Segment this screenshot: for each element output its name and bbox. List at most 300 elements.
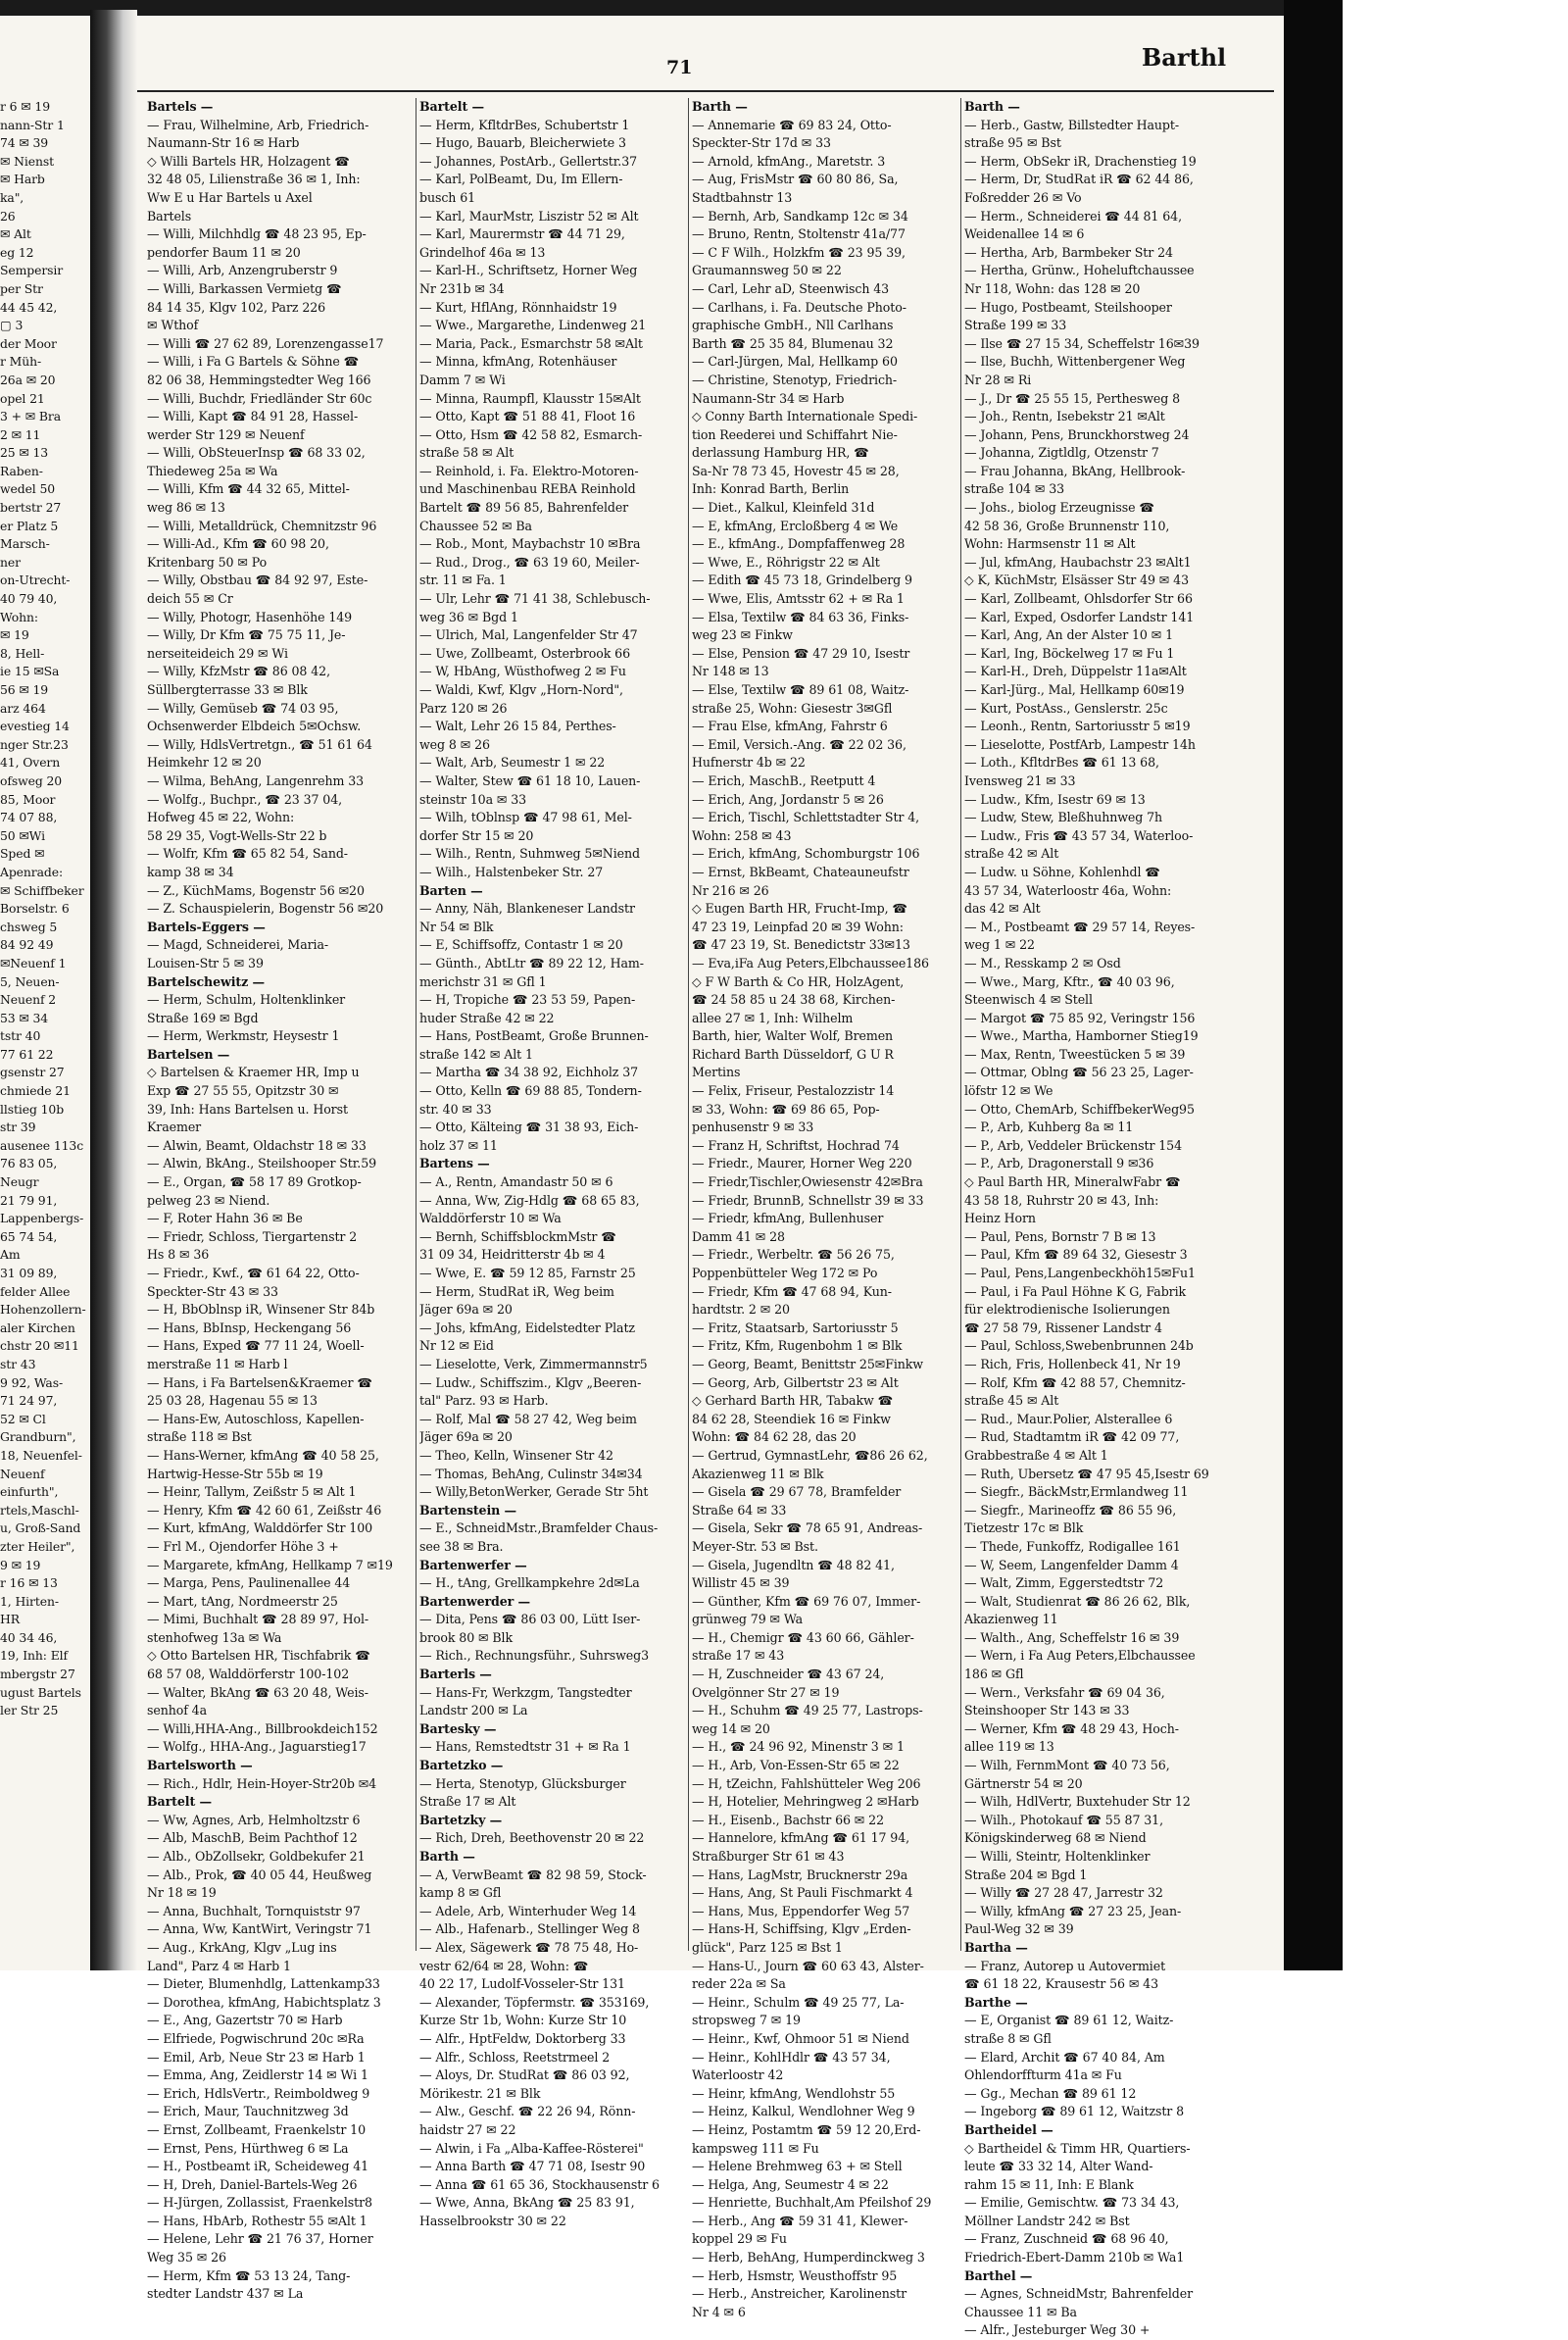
directory-entry-line: 53 ✉ 34 [0, 1010, 49, 1025]
directory-entry-line: Damm 41 ✉ 28 [692, 1228, 785, 1244]
directory-entry-line: — Ilse ☎ 27 15 34, Scheffelstr 16✉39 [964, 335, 1200, 351]
directory-entry-line: Meyer-Str. 53 ✉ Bst. [692, 1538, 818, 1554]
directory-entry-line: — Elfriede, Pogwischrund 20c ✉Ra [147, 2030, 365, 2046]
directory-entry-line: — Otto, Kelln ☎ 69 88 85, Tondern- [419, 1083, 642, 1099]
directory-entry-line: — Friedr., Maurer, Horner Weg 220 [692, 1156, 912, 1171]
directory-entry-line: opel 21 [0, 390, 45, 406]
directory-entry-line: — Herm, Dr, StudRat iR ☎ 62 44 86, [964, 172, 1194, 187]
directory-entry-line: — E., Ang, Gazertstr 70 ✉ Harb [147, 2013, 343, 2028]
directory-entry-line: Sped ✉ [0, 846, 45, 862]
directory-entry-line: — Ludw., Kfm, Isestr 69 ✉ 13 [964, 791, 1146, 807]
directory-entry-line: — Hans-U., Journ ☎ 60 63 43, Alster- [692, 1958, 924, 1973]
directory-entry-line: penhusenstr 9 ✉ 33 [692, 1120, 814, 1135]
directory-entry-line: ☎ 27 58 79, Rissener Landstr 4 [964, 1319, 1162, 1335]
directory-entry-line: Straße 169 ✉ Bgd [147, 1010, 259, 1025]
directory-entry-line: — Willi,HHA-Ang., Billbrookdeich152 [147, 1720, 378, 1736]
directory-entry-line: — E, kfmAng, Ercloßberg 4 ✉ We [692, 518, 899, 533]
directory-entry-line: — H., Schuhm ☎ 49 25 77, Lastrops- [692, 1703, 923, 1718]
directory-entry-line: — Rich., Rechnungsführ., Suhrsweg3 [419, 1648, 650, 1664]
directory-entry-line: Wohn: 258 ✉ 43 [692, 827, 792, 843]
directory-entry-line: Hasselbrookstr 30 ✉ 22 [419, 2213, 566, 2228]
directory-entry-line: — Karl, Zollbeamt, Ohlsdorfer Str 66 [964, 591, 1193, 607]
directory-entry-line: 18, Neuenfel- [0, 1447, 82, 1463]
directory-entry-line: holz 37 ✉ 11 [419, 1137, 498, 1153]
directory-entry-line: Bartels-Eggers — [147, 919, 266, 934]
directory-entry-line: — Wwe, Elis, Amtsstr 62 + ✉ Ra 1 [692, 591, 905, 607]
directory-entry-line: — Ottmar, Oblng ☎ 56 23 25, Lager- [964, 1065, 1194, 1080]
directory-entry-line: Nr 231b ✉ 34 [419, 280, 505, 296]
directory-entry-line: — Herb, Hsmstr, Weusthoffstr 95 [692, 2267, 898, 2283]
directory-entry-line: — Alb, MaschB, Beim Pachthof 12 [147, 1830, 358, 1846]
directory-entry-line: 40 22 17, Ludolf-Vosseler-Str 131 [419, 1976, 625, 1992]
directory-entry-line: Nr 18 ✉ 19 [147, 1885, 217, 1901]
directory-entry-line: straße 17 ✉ 43 [692, 1648, 785, 1664]
running-head: Barthl [1142, 43, 1227, 72]
directory-entry-line: — Hugo, Bauarb, Bleicherwiete 3 [419, 135, 626, 151]
directory-entry-line: — Thede, Funkoffz, Rodigallee 161 [964, 1538, 1181, 1554]
directory-entry-line: der Moor [0, 335, 57, 351]
directory-entry-line: kampsweg 111 ✉ Fu [692, 2140, 819, 2156]
directory-entry-line: straße 95 ✉ Bst [964, 135, 1061, 151]
directory-entry-line: — Gisela ☎ 29 67 78, Bramfelder [692, 1484, 902, 1500]
directory-entry-line: — M., Postbeamt ☎ 29 57 14, Reyes- [964, 919, 1196, 934]
directory-entry-line: — Herta, Stenotyp, Glücksburger [419, 1775, 626, 1791]
directory-entry-line: per Str [0, 280, 43, 296]
directory-entry-line: Nr 12 ✉ Eid [419, 1338, 494, 1354]
directory-entry-line: 58 29 35, Vogt-Wells-Str 22 b [147, 827, 327, 843]
directory-entry-line: Exp ☎ 27 55 55, Opitzstr 30 ✉ [147, 1083, 339, 1099]
directory-entry-line: Straße 204 ✉ Bgd 1 [964, 1867, 1088, 1882]
directory-entry-line: 56 ✉ 19 [0, 682, 49, 697]
directory-entry-line: — Kurt, kfmAng, Walddörfer Str 100 [147, 1520, 373, 1536]
directory-entry-line: — Alb., Prok, ☎ 40 05 44, Heußweg [147, 1867, 372, 1882]
directory-entry-line: Akazienweg 11 ✉ Blk [692, 1466, 824, 1481]
directory-entry-line: grünweg 79 ✉ Wa [692, 1612, 804, 1627]
directory-entry-line: chstr 20 ✉11 [0, 1338, 79, 1354]
directory-entry-line: Bartheidel — [964, 2121, 1054, 2137]
directory-entry-line: — Helene Brehmweg 63 + ✉ Stell [692, 2159, 903, 2174]
directory-entry-line: — Martha ☎ 34 38 92, Eichholz 37 [419, 1065, 639, 1080]
directory-entry-line: 25 03 28, Hagenau 55 ✉ 13 [147, 1393, 318, 1409]
directory-entry-line: — Werner, Kfm ☎ 48 29 43, Hoch- [964, 1720, 1179, 1736]
directory-entry-line: Barthe — [964, 1994, 1028, 2010]
directory-entry-line: aler Kirchen [0, 1319, 75, 1335]
directory-entry-line: — Dorothea, kfmAng, Habichtsplatz 3 [147, 1994, 381, 2010]
directory-entry-line: Landstr 200 ✉ La [419, 1703, 528, 1718]
directory-entry-line: — Gertrud, GymnastLehr, ☎86 26 62, [692, 1447, 928, 1463]
directory-entry-line: 47 23 19, Leinpfad 20 ✉ 39 Wohn: [692, 919, 904, 934]
directory-entry-line: — Willi-Ad., Kfm ☎ 60 98 20, [147, 536, 329, 552]
directory-entry-line: — E., Organ, ☎ 58 17 89 Grotkop- [147, 1174, 362, 1190]
directory-entry-line: — Franz, Zuschneid ☎ 68 96 40, [964, 2231, 1169, 2247]
directory-entry-line: Bartelt — [419, 99, 484, 114]
directory-entry-line: Chaussee 11 ✉ Ba [964, 2304, 1077, 2319]
directory-entry-line: 186 ✉ Gfl [964, 1667, 1024, 1682]
directory-entry-line: — Otto, Hsm ☎ 42 58 82, Esmarch- [419, 426, 643, 442]
directory-entry-line: — Willy, Photogr, Hasenhöhe 149 [147, 609, 353, 624]
directory-entry-line: — H, Tropiche ☎ 23 53 59, Papen- [419, 992, 636, 1008]
directory-entry-line: 26a ✉ 20 [0, 372, 56, 387]
directory-entry-line: — Heinr, kfmAng, Wendlohstr 55 [692, 2085, 896, 2101]
directory-entry-line: ◇ F W Barth & Co HR, HolzAgent, [692, 973, 905, 989]
directory-entry-line: — Hans-Werner, kfmAng ☎ 40 58 25, [147, 1447, 379, 1463]
directory-entry-line: — Ruth, Ubersetz ☎ 47 95 45,Isestr 69 [964, 1466, 1209, 1481]
directory-entry-line: — Frau Johanna, BkAng, Hellbrook- [964, 463, 1186, 478]
directory-entry-line: — Friedr,Tischler,Owiesenstr 42✉Bra [692, 1174, 923, 1190]
directory-entry-line: — Hugo, Postbeamt, Steilshooper [964, 299, 1172, 315]
directory-entry-line: — Rolf, Kfm ☎ 42 88 57, Chemnitz- [964, 1374, 1186, 1390]
directory-entry-line: kamp 38 ✉ 34 [147, 864, 234, 879]
directory-entry-line: Bartenstein — [419, 1502, 516, 1518]
directory-entry-line: koppel 29 ✉ Fu [692, 2231, 787, 2247]
directory-entry-line: — Wolfr, Kfm ☎ 65 82 54, Sand- [147, 846, 348, 862]
directory-entry-line: Heinz Horn [964, 1211, 1036, 1226]
directory-entry-line: ◇ Willi Bartels HR, Holzagent ☎ [147, 153, 350, 169]
directory-entry-line: Marsch- [0, 536, 50, 552]
directory-entry-line: Bartelsworth — [147, 1758, 253, 1773]
directory-entry-line: — Maria, Pack., Esmarchstr 58 ✉Alt [419, 335, 643, 351]
directory-entry-line: ☎ 24 58 85 u 24 38 68, Kirchen- [692, 992, 896, 1008]
directory-entry-line: — Karl-H., Dreh, Düppelstr 11a✉Alt [964, 664, 1187, 679]
directory-entry-line: — Johann, Pens, Brunckhorstweg 24 [964, 426, 1190, 442]
directory-entry-line: 21 79 91, [0, 1192, 58, 1208]
directory-entry-line: Mertins [692, 1065, 741, 1080]
directory-entry-line: — Wolfg., HHA-Ang., Jaguarstieg17 [147, 1739, 367, 1755]
directory-entry-line: Apenrade: [0, 864, 64, 879]
directory-entry-line: 68 57 08, Walddörferstr 100-102 [147, 1667, 350, 1682]
directory-entry-line: nann-Str 1 [0, 117, 65, 132]
directory-entry-line: — H, tZeichn, Fahlshütteler Weg 206 [692, 1775, 921, 1791]
directory-entry-line: chsweg 5 [0, 919, 58, 934]
directory-entry-line: Paul-Weg 32 ✉ 39 [964, 1921, 1074, 1937]
directory-entry-line: Steinshooper Str 143 ✉ 33 [964, 1703, 1130, 1718]
directory-entry-line: 43 57 34, Waterloostr 46a, Wohn: [964, 882, 1172, 898]
directory-entry-line: — Wilh, FernmMont ☎ 40 73 56, [964, 1758, 1170, 1773]
directory-entry-line: — Christine, Stenotyp, Friedrich- [692, 372, 898, 387]
directory-entry-line: — E, Organist ☎ 89 61 12, Waitz- [964, 2013, 1174, 2028]
directory-entry-line: Bartelschewitz — [147, 973, 265, 989]
directory-entry-line: brook 80 ✉ Blk [419, 1629, 513, 1645]
directory-entry-line: dorfer Str 15 ✉ 20 [419, 827, 534, 843]
directory-column-4 [964, 98, 1258, 2340]
directory-entry-line: — H., Postbeamt iR, Scheideweg 41 [147, 2159, 369, 2174]
directory-entry-line: Süllbergterrasse 33 ✉ Blk [147, 682, 308, 697]
directory-entry-line: — Agnes, SchneidMstr, Bahrenfelder [964, 2286, 1194, 2302]
directory-entry-line: — Annemarie ☎ 69 83 24, Otto- [692, 117, 892, 132]
directory-entry-line: Kritenbarg 50 ✉ Po [147, 554, 268, 570]
directory-entry-line: 74 07 88, [0, 810, 58, 825]
directory-entry-line: — Johannes, PostArb., Gellertstr.37 [419, 153, 638, 169]
directory-entry-line: zter Heiler", [0, 1538, 75, 1554]
scan-right-border [1284, 0, 1343, 1970]
directory-entry-line: ler Str 25 [0, 1703, 59, 1718]
directory-entry-line: löfstr 12 ✉ We [964, 1083, 1054, 1099]
directory-column-2 [419, 98, 684, 2230]
directory-entry-line: Bartetzko — [419, 1758, 504, 1773]
directory-entry-line: werder Str 129 ✉ Neuenf [147, 426, 305, 442]
directory-entry-line: — Ulr, Lehr ☎ 71 41 38, Schlebusch- [419, 591, 651, 607]
directory-entry-line: 82 06 38, Hemmingstedter Weg 166 [147, 372, 371, 387]
directory-entry-line: ✉ 19 [0, 627, 29, 643]
directory-entry-line: Barthel — [964, 2267, 1033, 2283]
directory-entry-line: Bartens — [419, 1156, 490, 1171]
directory-entry-line: — Wwe., Margarethe, Lindenweg 21 [419, 318, 647, 333]
directory-entry-line: Weidenallee 14 ✉ 6 [964, 226, 1085, 242]
directory-entry-line: pendorfer Baum 11 ✉ 20 [147, 244, 301, 260]
directory-entry-line: — Heinz, Postamtm ☎ 59 12 20,Erd- [692, 2121, 921, 2137]
directory-entry-line: — Herm, KfltdrBes, Schubertstr 1 [419, 117, 630, 132]
directory-entry-line: rahm 15 ✉ 11, Inh: E Blank [964, 2176, 1134, 2192]
directory-entry-line: derlassung Hamburg HR, ☎ [692, 445, 869, 461]
directory-entry-line: — Erich, HdlsVertr., Reimboldweg 9 [147, 2085, 370, 2101]
directory-entry-line: — Günther, Kfm ☎ 69 76 07, Immer- [692, 1593, 921, 1609]
directory-entry-line: r Müh- [0, 354, 42, 370]
directory-entry-line: Nr 28 ✉ Ri [964, 372, 1032, 387]
directory-entry-line: — Otto, Kälteing ☎ 31 38 93, Eich- [419, 1120, 639, 1135]
directory-entry-line: — Z. Schauspielerin, Bogenstr 56 ✉20 [147, 901, 384, 917]
directory-entry-line: ✉ Harb [0, 172, 45, 187]
directory-entry-line: 85, Moor [0, 791, 56, 807]
directory-entry-line: ka", [0, 189, 24, 205]
directory-entry-line: — Paul, Pens, Bornstr 7 B ✉ 13 [964, 1228, 1156, 1244]
directory-entry-line: — Eva,iFa Aug Peters,Elbchaussee186 [692, 955, 929, 971]
directory-entry-line: Stadtbahnstr 13 [692, 189, 793, 205]
directory-entry-line: 8, Hell- [0, 645, 45, 661]
directory-entry-line: — Rich., Hdlr, Hein-Hoyer-Str20b ✉4 [147, 1775, 377, 1791]
directory-entry-line: — Anna, Ww, Zig-Hdlg ☎ 68 65 83, [419, 1192, 640, 1208]
directory-entry-line: — Willi, Barkassen Vermietg ☎ [147, 280, 342, 296]
directory-entry-line: weg 8 ✉ 26 [419, 736, 490, 752]
directory-entry-line: Graumannsweg 50 ✉ 22 [692, 263, 842, 278]
directory-entry-line: allee 119 ✉ 13 [964, 1739, 1054, 1755]
directory-entry-line: — H, Dreh, Daniel-Bartels-Weg 26 [147, 2176, 358, 2192]
directory-entry-line: 40 34 46, [0, 1629, 58, 1645]
directory-entry-line: Bartelsen — [147, 1046, 230, 1062]
directory-entry-line: — Siegfr., Marineoffz ☎ 86 55 96, [964, 1502, 1177, 1518]
directory-entry-line: eg 12 [0, 244, 34, 260]
directory-entry-line: straße 118 ✉ Bst [147, 1429, 252, 1445]
directory-entry-line: Barth ☎ 25 35 84, Blumenau 32 [692, 335, 894, 351]
directory-entry-line: — Günth., AbtLtr ☎ 89 22 12, Ham- [419, 955, 644, 971]
directory-entry-line: — Hans-Ew, Autoschloss, Kapellen- [147, 1411, 365, 1426]
directory-entry-line: — Willi, Kapt ☎ 84 91 28, Hassel- [147, 409, 359, 424]
directory-entry-line: Straße 64 ✉ 33 [692, 1502, 787, 1518]
directory-entry-line: Jäger 69a ✉ 20 [419, 1302, 513, 1318]
directory-entry-line: — Alex, Sägewerk ☎ 78 75 48, Ho- [419, 1939, 639, 1955]
directory-entry-line: Ochsenwerder Elbdeich 5✉Ochsw. [147, 719, 362, 734]
directory-entry-line: — Willi, Metalldrück, Chemnitzstr 96 [147, 518, 377, 533]
directory-entry-line: ☎ 61 18 22, Krausestr 56 ✉ 43 [964, 1976, 1158, 1992]
directory-entry-line: ✉ Nienst [0, 153, 54, 169]
directory-entry-line: — Anny, Näh, Blankeneser Landstr [419, 901, 635, 917]
directory-entry-line: 25 ✉ 13 [0, 445, 49, 461]
directory-entry-line: Grandburn", [0, 1429, 76, 1445]
directory-entry-line: — Mart, tAng, Nordmeerstr 25 [147, 1593, 338, 1609]
directory-entry-line: Ww E u Har Bartels u Axel [147, 189, 313, 205]
directory-entry-line: — Anna, Buchhalt, Tornquiststr 97 [147, 1903, 361, 1918]
directory-entry-line: Barth, hier, Walter Wolf, Bremen [692, 1028, 894, 1044]
directory-entry-line: — Carl-Jürgen, Mal, Hellkamp 60 [692, 354, 898, 370]
directory-entry-line: graphische GmbH., Nll Carlhans [692, 318, 894, 333]
directory-entry-line: — Willy, Obstbau ☎ 84 92 97, Este- [147, 573, 368, 588]
directory-entry-line: — Anna, Ww, KantWirt, Veringstr 71 [147, 1921, 372, 1937]
directory-entry-line: 50 ✉Wi [0, 827, 45, 843]
directory-entry-line: 1, Hirten- [0, 1593, 59, 1609]
directory-entry-line: — Heinr., KohlHdlr ☎ 43 57 34, [692, 2049, 891, 2065]
directory-entry-line: — Walt, Studienrat ☎ 86 26 62, Blk, [964, 1593, 1191, 1609]
directory-entry-line: Poppenbütteler Weg 172 ✉ Po [692, 1266, 878, 1280]
directory-entry-line: 19, Inh: Elf [0, 1648, 69, 1664]
directory-entry-line: — Willi, Steintr, Holtenklinker [964, 1849, 1151, 1864]
directory-entry-line: Straße 199 ✉ 33 [964, 318, 1067, 333]
directory-entry-line: — Karl, Exped, Osdorfer Landstr 141 [964, 609, 1195, 624]
directory-entry-line: — Georg, Arb, Gilbertstr 23 ✉ Alt [692, 1374, 899, 1390]
directory-entry-line: — Hans, LagMstr, Brucknerstr 29a [692, 1867, 908, 1882]
directory-entry-line: — Alwin, BkAng., Steilshooper Str.59 [147, 1156, 377, 1171]
directory-entry-line: 41, Overn [0, 755, 61, 771]
directory-entry-line: — Herb., Ang ☎ 59 31 41, Klewer- [692, 2213, 908, 2228]
directory-entry-line: — H., Chemigr ☎ 43 60 66, Gähler- [692, 1629, 914, 1645]
directory-entry-line: — Carl, Lehr aD, Steenwisch 43 [692, 280, 890, 296]
directory-entry-line: — Alfr., Jesteburger Weg 30 + [964, 2322, 1151, 2338]
directory-entry-line: Steenwisch 4 ✉ Stell [964, 992, 1093, 1008]
directory-entry-line: straße 142 ✉ Alt 1 [419, 1046, 533, 1062]
directory-entry-line: — Elsa, Textilw ☎ 84 63 36, Finks- [692, 609, 909, 624]
directory-entry-line: tal" Parz. 93 ✉ Harb. [419, 1393, 549, 1409]
directory-entry-line: straße 104 ✉ 33 [964, 481, 1065, 497]
directory-entry-line: — A., Rentn, Amandastr 50 ✉ 6 [419, 1174, 613, 1190]
directory-entry-line: — Rud., Drog., ☎ 63 19 60, Meiler- [419, 554, 640, 570]
directory-entry-line: — Ulrich, Mal, Langenfelder Str 47 [419, 627, 638, 643]
directory-entry-line: — Willy, KfzMstr ☎ 86 08 42, [147, 664, 330, 679]
directory-entry-line: — P., Arb, Veddeler Brückenstr 154 [964, 1137, 1183, 1153]
directory-entry-line: Nr 4 ✉ 6 [692, 2304, 746, 2319]
directory-entry-line: — Adele, Arb, Winterhuder Weg 14 [419, 1903, 637, 1918]
directory-entry-line: Heimkehr 12 ✉ 20 [147, 755, 262, 771]
directory-entry-line: — Heinz, Kalkul, Wendlohner Weg 9 [692, 2104, 915, 2119]
directory-entry-line: — Wilh., Rentn, Suhmweg 5✉Niend [419, 846, 640, 862]
directory-entry-line: — Karl-Jürg., Mal, Hellkamp 60✉19 [964, 682, 1185, 697]
directory-entry-line: — Kurt, HflAng, Rönnhaidstr 19 [419, 299, 617, 315]
directory-entry-line: — Frau Else, kfmAng, Fahrstr 6 [692, 719, 888, 734]
directory-entry-line: stropsweg 7 ✉ 19 [692, 2013, 801, 2028]
column-divider [960, 98, 961, 1951]
directory-entry-line: — H., tAng, Grellkampkehre 2d✉La [419, 1575, 640, 1591]
directory-entry-line: — Gg., Mechan ☎ 89 61 12 [964, 2085, 1137, 2101]
directory-entry-line: Hohenzollern- [0, 1302, 86, 1318]
previous-page-fragment-column [0, 98, 90, 1720]
directory-entry-line: — Herm, StudRat iR, Weg beim [419, 1283, 614, 1299]
directory-entry-line: Wohn: Harmsenstr 11 ✉ Alt [964, 536, 1136, 552]
directory-entry-line: — Hans, Remstedtstr 31 + ✉ Ra 1 [419, 1739, 631, 1755]
directory-entry-line: Foßredder 26 ✉ Vo [964, 189, 1082, 205]
directory-entry-line: chmiede 21 [0, 1083, 71, 1099]
directory-entry-line: felder Allee [0, 1283, 71, 1299]
directory-entry-line: Thiedeweg 25a ✉ Wa [147, 463, 278, 478]
directory-entry-line: straße 25, Wohn: Giesestr 3✉Gfl [692, 700, 893, 716]
directory-entry-line: — M., Resskamp 2 ✉ Osd [964, 955, 1121, 971]
directory-entry-line: Akazienweg 11 [964, 1612, 1058, 1627]
directory-entry-line: Wohn: ☎ 84 62 28, das 20 [692, 1429, 857, 1445]
directory-entry-line: — Emil, Arb, Neue Str 23 ✉ Harb 1 [147, 2049, 366, 2065]
directory-entry-line: ✉ Wthof [147, 318, 199, 333]
directory-entry-line: — H., Eisenb., Bachstr 66 ✉ 22 [692, 1812, 884, 1827]
directory-entry-line: — Diet., Kalkul, Kleinfeld 31d [692, 500, 875, 516]
directory-entry-line: — Herm., Schneiderei ☎ 44 81 64, [964, 208, 1182, 224]
directory-entry-line: stenhofweg 13a ✉ Wa [147, 1629, 282, 1645]
directory-entry-line: — Willi, ObSteuerInsp ☎ 68 33 02, [147, 445, 366, 461]
directory-entry-line: r 6 ✉ 19 [0, 99, 50, 114]
directory-entry-line: 3 + ✉ Bra [0, 409, 61, 424]
directory-entry-line: Bartelt — [147, 1794, 212, 1810]
directory-entry-line: Willistr 45 ✉ 39 [692, 1575, 790, 1591]
directory-entry-line: Barth — [692, 99, 748, 114]
binding-gutter [90, 10, 137, 1970]
directory-entry-line: straße 45 ✉ Alt [964, 1393, 1059, 1409]
directory-entry-line: — Ernst, BkBeamt, Chateauneufstr [692, 864, 909, 879]
directory-entry-line: 52 ✉ Cl [0, 1411, 46, 1426]
directory-entry-line: Gärtnerstr 54 ✉ 20 [964, 1775, 1083, 1791]
directory-entry-line: — Walter, Stew ☎ 61 18 10, Lauen- [419, 772, 641, 788]
directory-entry-line: Sempersir [0, 263, 64, 278]
directory-entry-line: — Carlhans, i. Fa. Deutsche Photo- [692, 299, 906, 315]
directory-entry-line: — P., Arb, Kuhberg 8a ✉ 11 [964, 1120, 1134, 1135]
directory-entry-line: Chaussee 52 ✉ Ba [419, 518, 532, 533]
directory-entry-line: — Ludw. u Söhne, Kohlenhdl ☎ [964, 864, 1160, 879]
directory-entry-line: 84 62 28, Steendiek 16 ✉ Finkw [692, 1411, 891, 1426]
directory-entry-line: — Gisela, Jugendltn ☎ 48 82 41, [692, 1557, 895, 1572]
directory-entry-line: Barth — [964, 99, 1020, 114]
directory-entry-line: — Herb., Gastw, Billstedter Haupt- [964, 117, 1180, 132]
directory-entry-line: — Paul, Kfm ☎ 89 64 32, Giesestr 3 [964, 1247, 1188, 1263]
directory-entry-line: — Theo, Kelln, Winsener Str 42 [419, 1447, 613, 1463]
directory-entry-line: 77 61 22 [0, 1046, 54, 1062]
directory-entry-line: — Hertha, Grünw., Hoheluftchaussee [964, 263, 1195, 278]
directory-entry-line: 31 09 89, [0, 1266, 58, 1280]
directory-entry-line: Weg 35 ✉ 26 [147, 2250, 226, 2265]
directory-entry-line: ✉Neuenf 1 [0, 955, 67, 971]
directory-entry-line: Bartenwerder — [419, 1593, 530, 1609]
directory-entry-line: — Ernst, Zollbeamt, Fraenkelstr 10 [147, 2121, 366, 2137]
directory-entry-line: 39, Inh: Hans Bartelsen u. Horst [147, 1101, 348, 1117]
directory-entry-line: vestr 62/64 ✉ 28, Wohn: ☎ [419, 1958, 589, 1973]
directory-entry-line: — Lieselotte, PostfArb, Lampestr 14h [964, 736, 1196, 752]
directory-entry-line: — Hans, Ang, St Pauli Fischmarkt 4 [692, 1885, 913, 1901]
directory-entry-line: — H, Zuschneider ☎ 43 67 24, [692, 1667, 885, 1682]
directory-entry-line: weg 14 ✉ 20 [692, 1720, 770, 1736]
directory-entry-line: weg 86 ✉ 13 [147, 500, 225, 516]
directory-entry-line: — Alw., Geschf. ☎ 22 26 94, Rönn- [419, 2104, 636, 2119]
directory-entry-line: wedel 50 [0, 481, 56, 497]
directory-entry-line: — Anna Barth ☎ 47 71 08, Isestr 90 [419, 2159, 646, 2174]
directory-entry-line: — Karl, MaurMstr, Liszistr 52 ✉ Alt [419, 208, 639, 224]
directory-entry-line: — E, Schiffsoffz, Contastr 1 ✉ 20 [419, 937, 623, 953]
directory-entry-line: — Wilh, HdlVertr, Buxtehuder Str 12 [964, 1794, 1191, 1810]
directory-entry-line: — Hans, Exped ☎ 77 11 24, Woell- [147, 1338, 365, 1354]
directory-entry-line: — Wern, i Fa Aug Peters,Elbchaussee [964, 1648, 1196, 1664]
directory-entry-line: — Wwe., Marg, Kftr., ☎ 40 03 96, [964, 973, 1175, 989]
directory-entry-line: — Walt, Arb, Seumestr 1 ✉ 22 [419, 755, 606, 771]
directory-entry-line: llstieg 10b [0, 1101, 65, 1117]
directory-entry-line: u, Groß-Sand [0, 1520, 81, 1536]
directory-entry-line: str. 40 ✉ 33 [419, 1101, 492, 1117]
directory-entry-line: — Wolfg., Buchpr., ☎ 23 37 04, [147, 791, 343, 807]
directory-entry-line: — Alfr., HptFeldw, Doktorberg 33 [419, 2030, 626, 2046]
directory-entry-line: ◇ Otto Bartelsen HR, Tischfabrik ☎ [147, 1648, 370, 1664]
directory-entry-line: — Paul, Pens,Langenbeckhöh15✉Fu1 [964, 1266, 1196, 1280]
directory-entry-line: — Lieselotte, Verk, Zimmermannstr5 [419, 1356, 648, 1371]
directory-entry-line: Straße 17 ✉ Alt [419, 1794, 516, 1810]
